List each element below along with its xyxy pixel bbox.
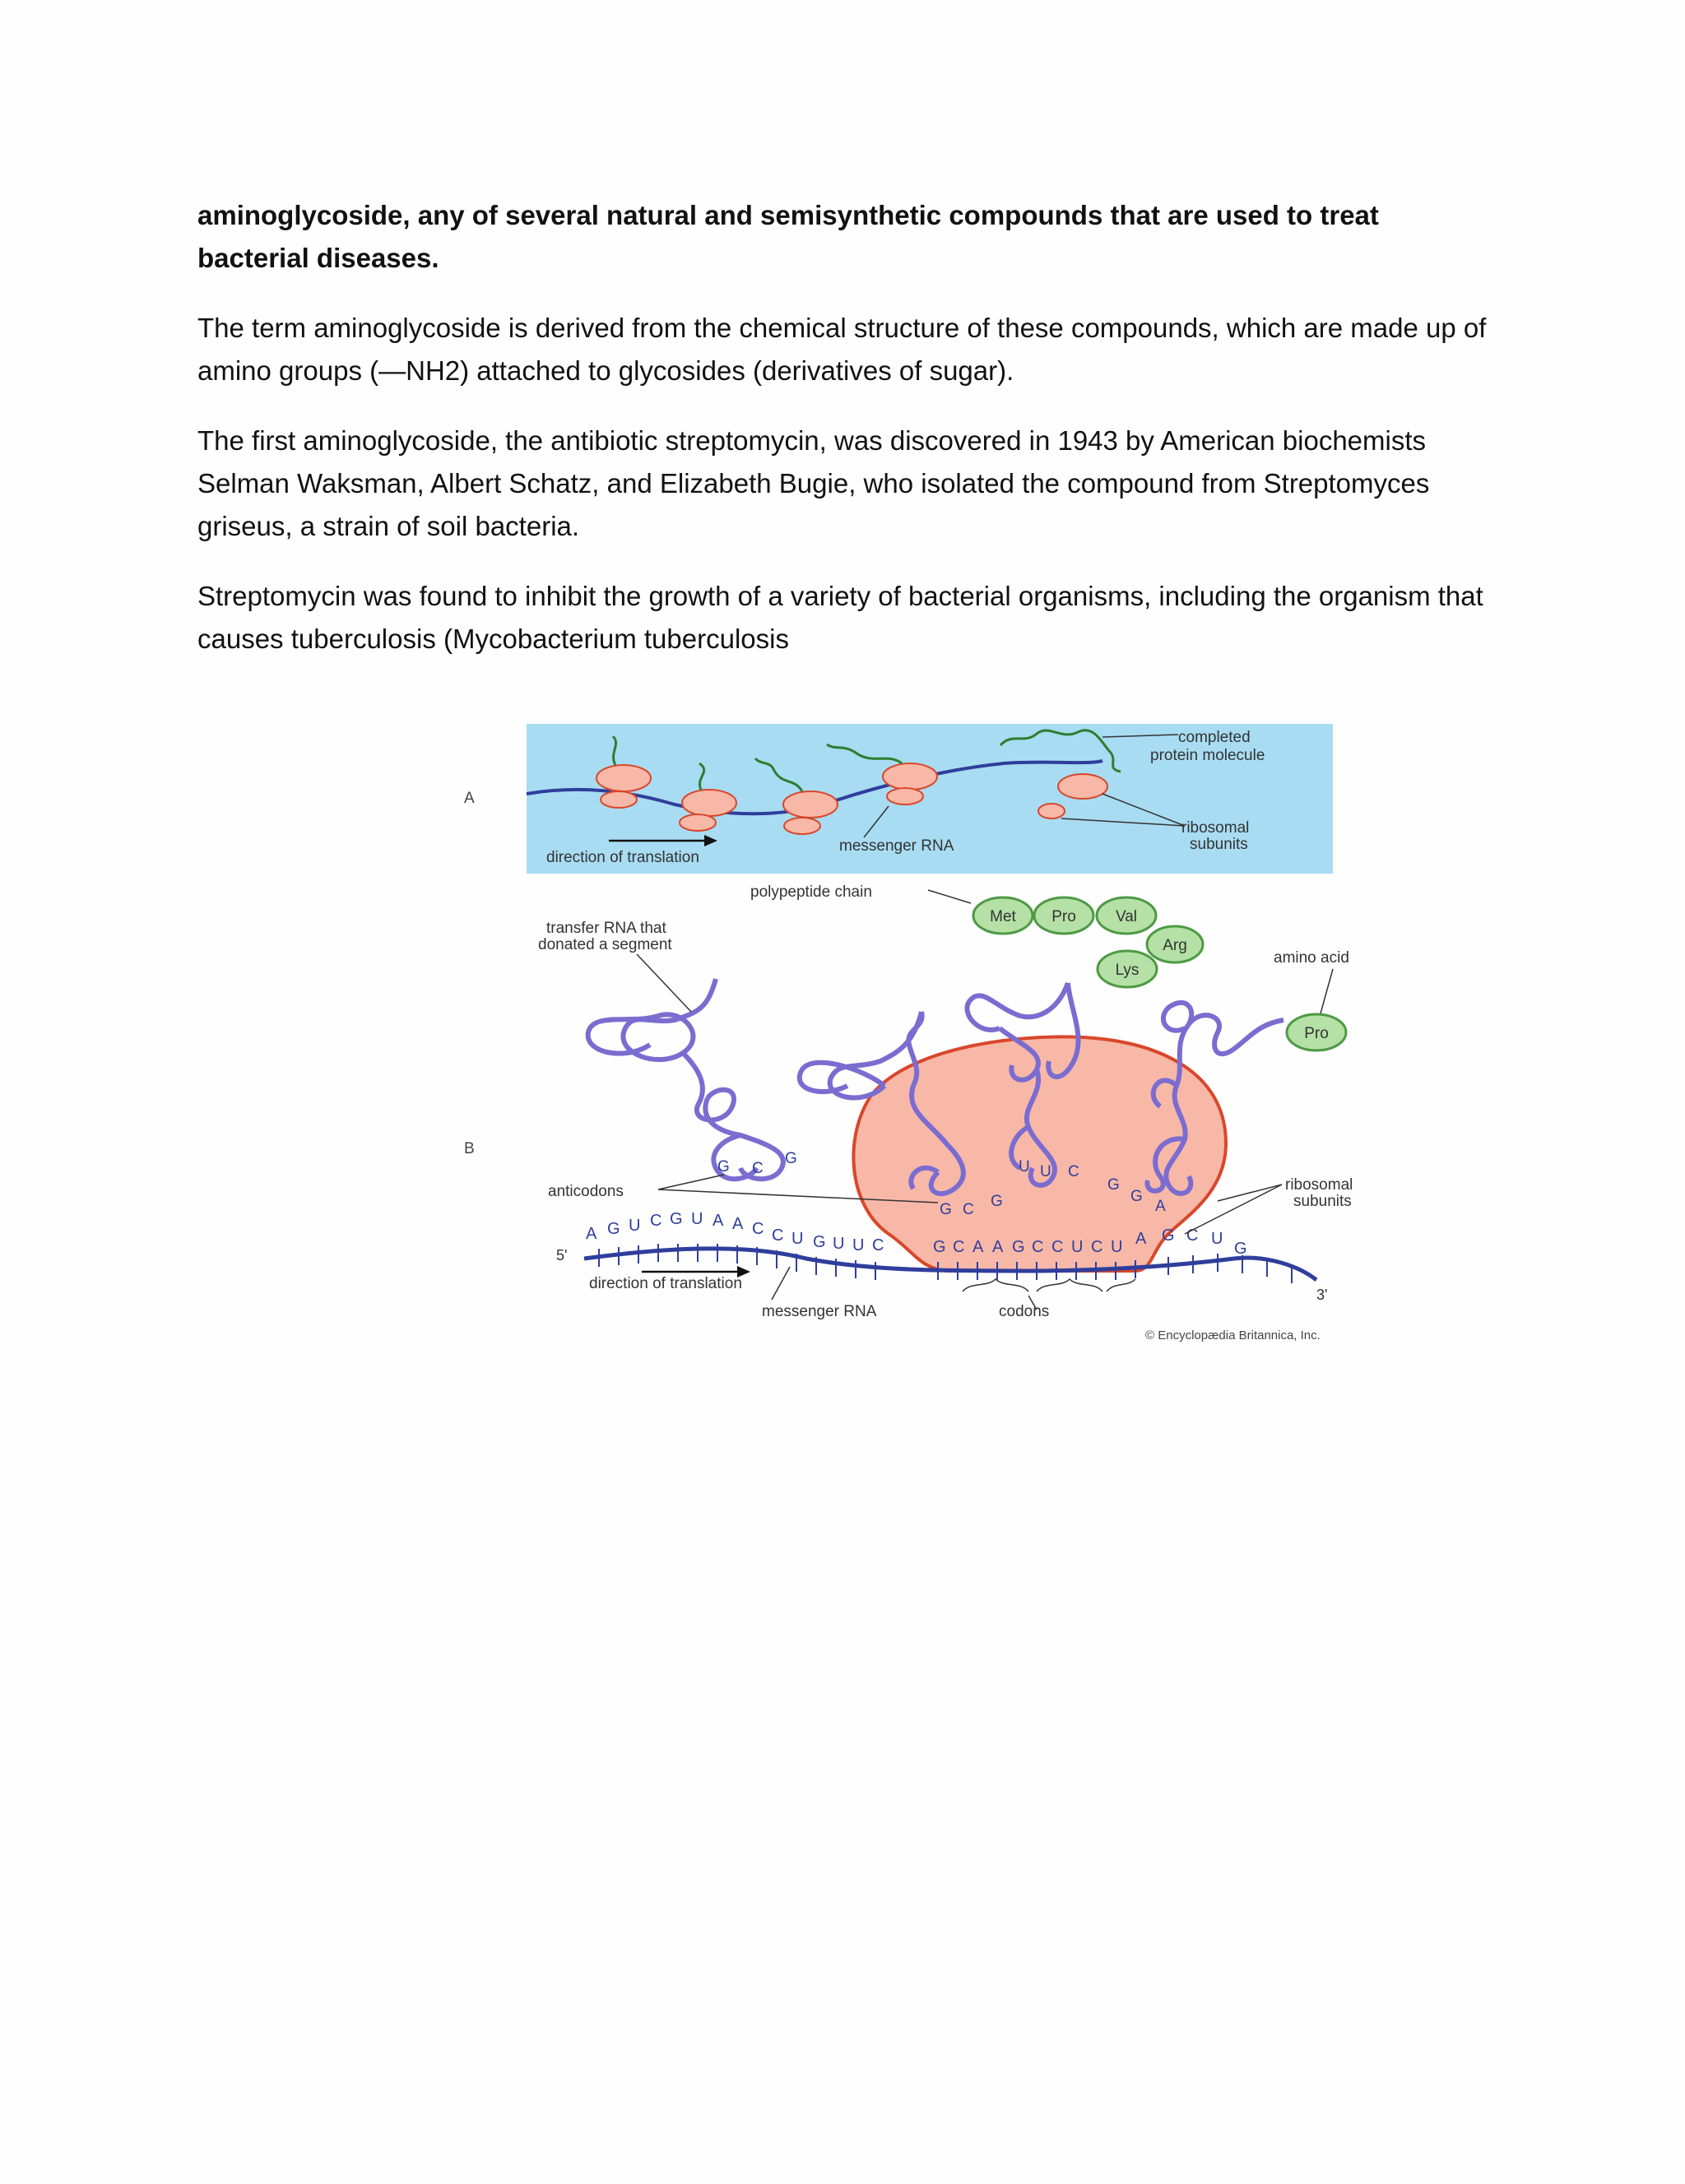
- mrna-base: A: [732, 1215, 744, 1233]
- three-prime-label: 3': [1316, 1287, 1328, 1303]
- mrna-base: C: [1091, 1238, 1103, 1256]
- mrna-base: G: [607, 1220, 620, 1238]
- mrna-base: G: [1234, 1240, 1247, 1258]
- mrna-base: U: [1111, 1238, 1123, 1256]
- amino-acid-label: Pro: [1051, 908, 1076, 925]
- codon-base: U: [1019, 1158, 1030, 1175]
- mrna-base: C: [772, 1226, 784, 1245]
- amino-acid-label: Pro: [1304, 1025, 1329, 1042]
- amino-acid-label: Met: [990, 908, 1016, 925]
- anticodon-base: C: [752, 1160, 764, 1177]
- mrna-base: A: [586, 1225, 597, 1243]
- mrna-base: U: [629, 1217, 641, 1235]
- trna-donor: [588, 979, 783, 1179]
- codon-base: C: [1068, 1163, 1079, 1180]
- anticodons-label: anticodons: [548, 1183, 624, 1200]
- mrna-base: C: [1186, 1226, 1199, 1245]
- panel-a-completed-label-1: completed: [1178, 729, 1251, 746]
- mrna-base: C: [752, 1220, 764, 1238]
- anticodon-base: G: [940, 1201, 952, 1218]
- mrna-base: U: [1071, 1238, 1084, 1256]
- five-prime-label: 5': [556, 1247, 568, 1264]
- amino-acid-label: Arg: [1163, 937, 1187, 954]
- mrna-base: A: [1135, 1230, 1147, 1248]
- panel-a-ribosomal-label-2: subunits: [1190, 836, 1248, 853]
- anticodon-base: G: [785, 1150, 797, 1167]
- mrna-base: C: [953, 1238, 965, 1256]
- document-heading: aminoglycoside, any of several natural and semisynthetic compounds that are used to treat bacterial diseases.: [197, 200, 1379, 273]
- panel-a-mrna-label: messenger RNA: [839, 837, 954, 855]
- amino-acid-chain: [973, 897, 1346, 1050]
- mrna-base: G: [1012, 1238, 1025, 1256]
- transfer-rna-label-1: transfer RNA that: [546, 920, 666, 937]
- amino-acid-label-text: amino acid: [1274, 949, 1349, 967]
- mrna-base: U: [852, 1236, 865, 1254]
- mrna-base: U: [1211, 1230, 1223, 1248]
- anticodon-base: G: [991, 1193, 1003, 1210]
- mrna-base: G: [670, 1210, 683, 1228]
- panel-b-mrna-label: messenger RNA: [762, 1303, 877, 1320]
- paragraph-discovery: The first aminoglycoside, the antibiotic streptomycin, was discovered in 1943 by American biochemists Selman Waksman, Albert Schatz, and Elizabeth Bugie, who isolated the compound from Streptomyces griseus, a strain of soil bacteria.: [197, 425, 1430, 541]
- anticodon-base: G: [717, 1158, 730, 1175]
- panel-a-completed-label-2: protein molecule: [1150, 747, 1265, 764]
- panel-b-ribosomal-label-1: ribosomal: [1285, 1176, 1353, 1194]
- transfer-rna-label-2: donated a segment: [538, 936, 672, 953]
- panel-b-ribosomal-label-2: subunits: [1293, 1193, 1352, 1210]
- panel-b-direction-label: direction of translation: [589, 1275, 742, 1292]
- amino-acid-label: Val: [1115, 908, 1138, 925]
- codon-base: U: [1040, 1163, 1051, 1180]
- mrna-base: A: [713, 1212, 724, 1230]
- anticodon-base: C: [963, 1201, 974, 1218]
- paragraph-term: The term aminoglycoside is derived from the chemical structure of these compounds, which are made up of amino groups (—NH2) attached to glycosides (derivatives of sugar).: [197, 313, 1487, 386]
- mrna-base: G: [813, 1233, 826, 1251]
- mrna-base: C: [1051, 1238, 1064, 1256]
- polypeptide-chain-label: polypeptide chain: [750, 883, 872, 901]
- panel-b-letter: B: [464, 1140, 475, 1157]
- mrna-base: C: [1032, 1238, 1044, 1256]
- panel-a-direction-label: direction of translation: [546, 849, 699, 866]
- mrna-base: U: [833, 1235, 845, 1253]
- anticodon-base: G: [1107, 1176, 1120, 1194]
- mrna-base: C: [872, 1236, 884, 1254]
- panel-a-letter: A: [464, 790, 475, 807]
- mrna-base: G: [1162, 1226, 1175, 1245]
- anticodon-base: G: [1130, 1188, 1143, 1205]
- mrna-base: U: [791, 1230, 804, 1248]
- mrna-base: A: [992, 1238, 1004, 1256]
- panel-a-ribosomal-label-1: ribosomal: [1181, 819, 1250, 837]
- codons-label: codons: [999, 1303, 1050, 1320]
- figure-credit: © Encyclopædia Britannica, Inc.: [1145, 1328, 1321, 1342]
- paragraph-streptomycin: Streptomycin was found to inhibit the growth of a variety of bacterial organisms, including the organism that causes tuberculosis (Mycobacterium tuberculosis: [197, 581, 1483, 654]
- mrna-base: G: [933, 1238, 946, 1256]
- mrna-base: A: [972, 1238, 984, 1256]
- mrna-base: C: [650, 1212, 662, 1230]
- mrna-base: U: [691, 1210, 703, 1228]
- anticodon-base: A: [1155, 1198, 1166, 1215]
- amino-acid-label: Lys: [1115, 962, 1140, 979]
